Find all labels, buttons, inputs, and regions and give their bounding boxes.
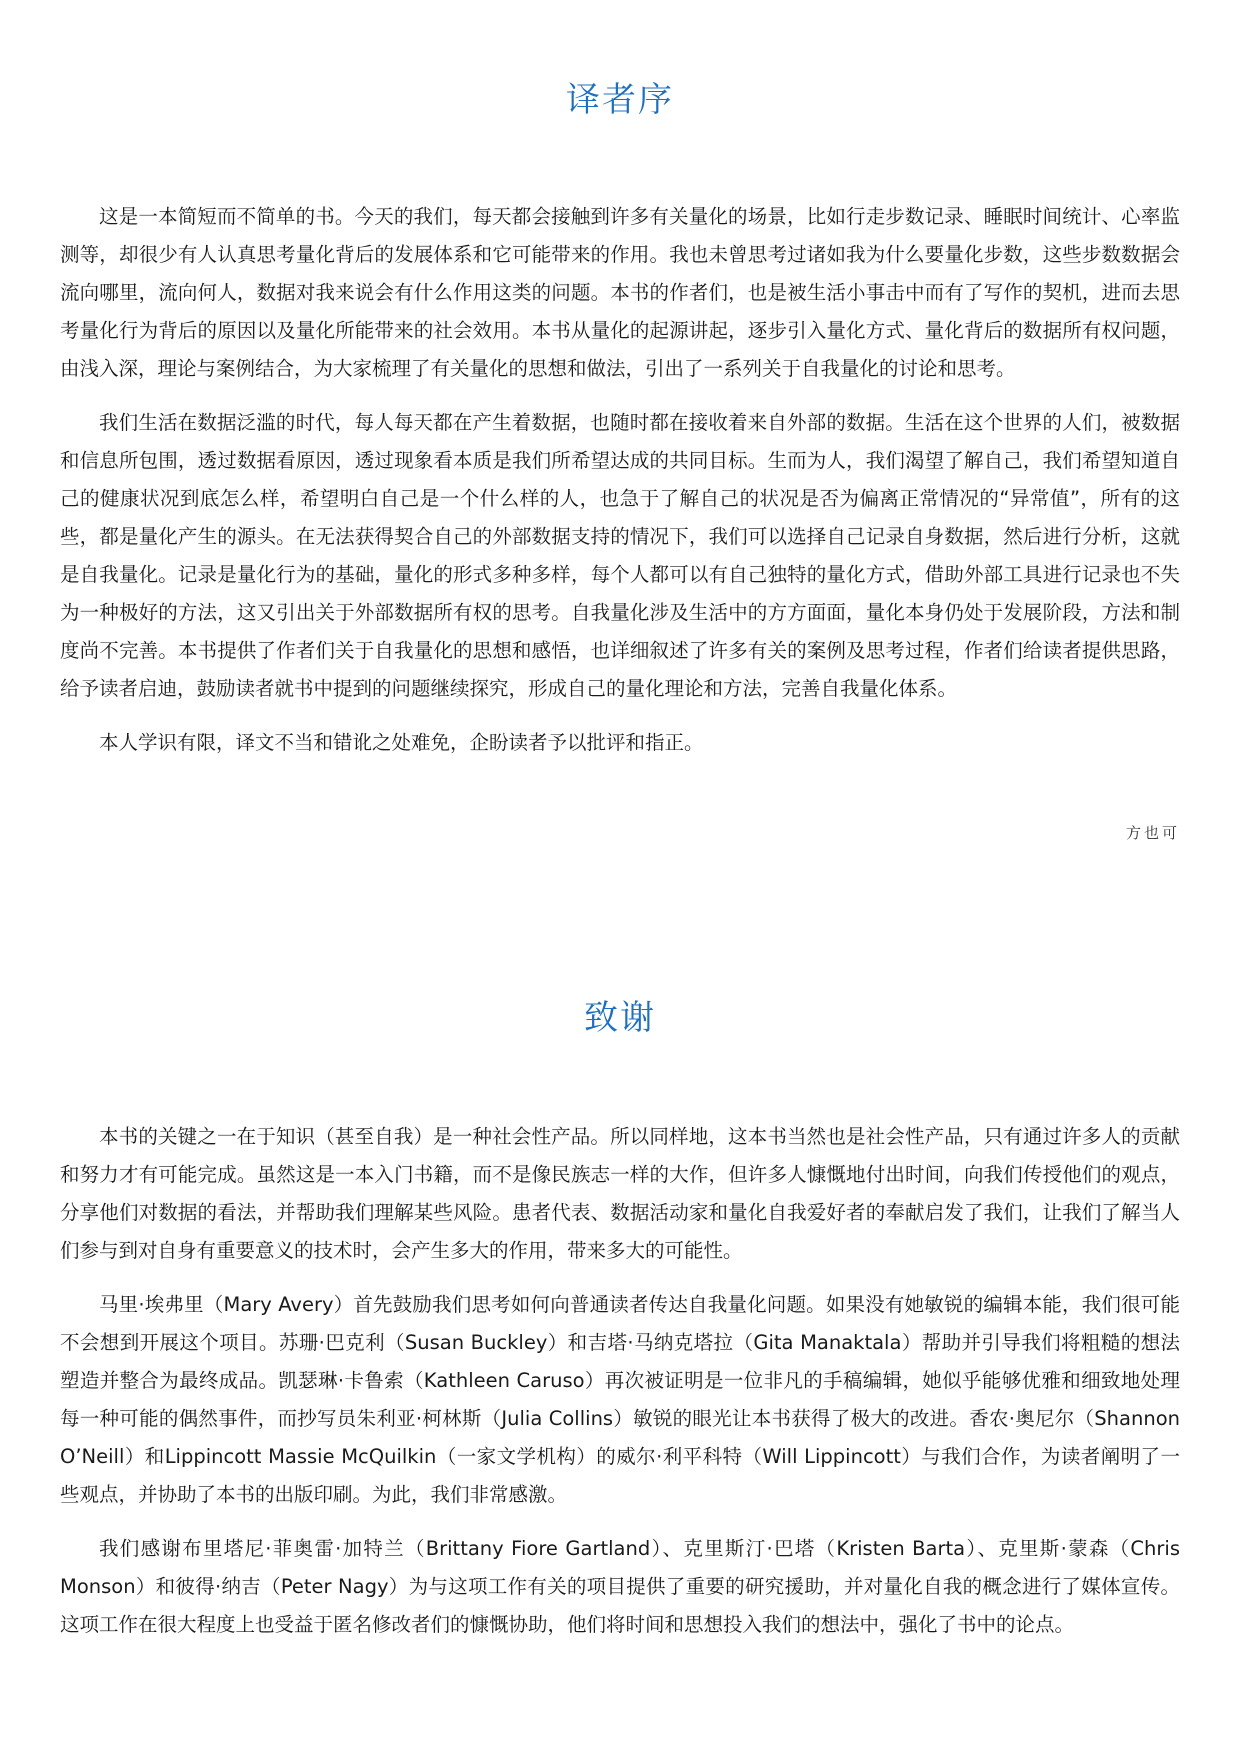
translator-signature: 方也可 bbox=[1125, 824, 1180, 842]
preface-paragraph-3: 本人学识有限，译文不当和错讹之处难免，企盼读者予以批评和指正。 bbox=[99, 731, 704, 754]
acknowledgements-body bbox=[60, 1118, 1180, 1660]
acknowledgements-paragraph-1: 本书的关键之一在于知识（甚至自我）是一种社会性产品。所以同样地，这本书当然也是社会性产品，只有通过许多人的贡献和努力才有可能完成。虽然这是一本入门书籍，而不是像民族志一样的大作，但许多人慷慨地付出时间，向我们传授他们的观点，分享他们对数据的看法，并帮助我们理解某些风险。患者代表、数据活动家和量化自我爱好者的奉献启发了我们，让我们了解当人们参与到对自身有重要意义的技术时，会产生多大的作用，带来多大的可能性。 bbox=[60, 1125, 1180, 1262]
preface-body bbox=[60, 198, 1180, 778]
acknowledgements-paragraph-3: 我们感谢布里塔尼·菲奥雷·加特兰（Brittany Fiore Gartland）、克里斯汀·巴塔（Kristen Barta）、克里斯·蒙森（Chris Monson）和彼得·纳吉（Peter Nagy）为与这项工作有关的项目提供了重要的研究援助，并对量化自我的概念进行了媒体宣传。这项工作在很大程度上也受益于匿名修改者们的慷慨协助，他们将时间和思想投入我们的想法中，强化了书中的论点。 bbox=[60, 1537, 1180, 1636]
preface-paragraph-2: 我们生活在数据泛滥的时代，每人每天都在产生着数据，也随时都在接收着来自外部的数据。生活在这个世界的人们，被数据和信息所包围，透过数据看原因，透过现象看本质是我们所希望达成的共同目标。生而为人，我们渴望了解自己，我们希望知道自己的健康状况到底怎么样，希望明白自己是一个什么样的人，也急于了解自己的状况是否为偏离正常情况的“异常值”，所有的这些，都是量化产生的源头。在无法获得契合自己的外部数据支持的情况下，我们可以选择自己记录自身数据，然后进行分析，这就是自我量化。记录是量化行为的基础，量化的形式多种多样，每个人都可以有自己独特的量化方式，借助外部工具进行记录也不失为一种极好的方法，这又引出关于外部数据所有权的思考。自我量化涉及生活中的方方面面，量化本身仍处于发展阶段，方法和制度尚不完善。本书提供了作者们关于自我量化的思想和感悟，也详细叙述了许多有关的案例及思考过程，作者们给读者提供思路，给予读者启迪，鼓励读者就书中提到的问题继续探究，形成自己的量化理论和方法，完善自我量化体系。 bbox=[60, 411, 1180, 700]
preface-title: 译者序 bbox=[566, 80, 674, 120]
preface-paragraph-1: 这是一本简短而不简单的书。今天的我们，每天都会接触到许多有关量化的场景，比如行走步数记录、睡眠时间统计、心率监测等，却很少有人认真思考量化背后的发展体系和它可能带来的作用。我也未曾思考过诸如我为什么要量化步数，这些步数数据会流向哪里，流向何人，数据对我来说会有什么作用这类的问题。本书的作者们，也是被生活小事击中而有了写作的契机，进而去思考量化行为背后的原因以及量化所能带来的社会效用。本书从量化的起源讲起，逐步引入量化方式、量化背后的数据所有权问题，由浅入深，理论与案例结合，为大家梳理了有关量化的思想和做法，引出了一系列关于自我量化的讨论和思考。 bbox=[60, 205, 1180, 380]
acknowledgements-title: 致谢 bbox=[584, 998, 656, 1038]
acknowledgements-paragraph-2: 马里·埃弗里（Mary Avery）首先鼓励我们思考如何向普通读者传达自我量化问题。如果没有她敏锐的编辑本能，我们很可能不会想到开展这个项目。苏珊·巴克利（Susan Buckley）和吉塔·马纳克塔拉（Gita Manaktala）帮助并引导我们将粗糙的想法塑造并整合为最终成品。凯瑟琳·卡鲁索（Kathleen Caruso）再次被证明是一位非凡的手稿编辑，她似乎能够优雅和细致地处理每一种可能的偶然事件，而抄写员朱利亚·柯林斯（Julia Collins）敏锐的眼光让本书获得了极大的改进。香农·奥尼尔（Shannon O’Neill）和Lippincott Massie McQuilkin（一家文学机构）的威尔·利平科特（Will Lippincott）与我们合作，为读者阐明了一些观点，并协助了本书的出版印刷。为此，我们非常感激。 bbox=[60, 1293, 1180, 1506]
